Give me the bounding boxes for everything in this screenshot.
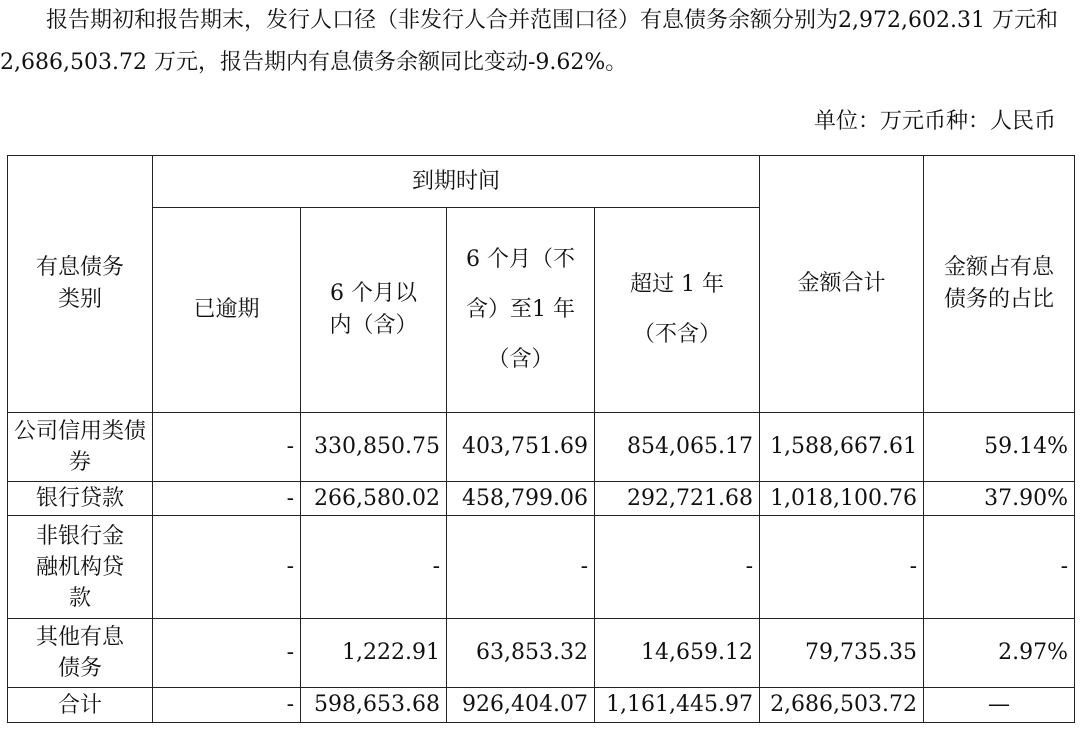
interest-bearing-debt-table [7, 155, 1075, 723]
cell-share: — [924, 688, 1075, 723]
header-total: 金额合计 [760, 156, 924, 413]
row-category: 银行贷款 [8, 482, 153, 516]
cell-total: 2,686,503.72 [760, 688, 924, 723]
table-row [8, 413, 1075, 482]
header-overdue: 已逾期 [153, 208, 301, 413]
cell-6m-to-1y: 926,404.07 [447, 688, 595, 723]
unit-currency-note: 单位：万元币种：人民币 [813, 109, 1056, 134]
cell-over-1y: 1,161,445.97 [595, 688, 760, 723]
header-maturity-group: 到期时间 [153, 156, 760, 208]
header-within-6m: 6 个月以内（含） [301, 208, 447, 413]
cell-over-1y: 292,721.68 [595, 482, 760, 516]
cell-over-1y: 854,065.17 [595, 413, 760, 482]
row-category: 公司信用类债券 [8, 413, 153, 482]
cell-6m-to-1y: 63,853.32 [447, 619, 595, 688]
cell-share: 59.14% [924, 413, 1075, 482]
cell-within-6m: 266,580.02 [301, 482, 447, 516]
cell-overdue: - [153, 413, 301, 482]
cell-total: 1,018,100.76 [760, 482, 924, 516]
row-category: 其他有息债务 [8, 619, 153, 688]
table-row [8, 482, 1075, 516]
header-over-1y: 超过 1 年（不含） [595, 208, 760, 413]
cell-6m-to-1y: - [447, 516, 595, 619]
cell-overdue: - [153, 482, 301, 516]
cell-6m-to-1y: 403,751.69 [447, 413, 595, 482]
cell-total: - [760, 516, 924, 619]
cell-total: 1,588,667.61 [760, 413, 924, 482]
cell-overdue: - [153, 516, 301, 619]
header-category: 有息债务类别 [8, 156, 153, 413]
cell-6m-to-1y: 458,799.06 [447, 482, 595, 516]
cell-within-6m: - [301, 516, 447, 619]
cell-total: 79,735.35 [760, 619, 924, 688]
cell-share: - [924, 516, 1075, 619]
cell-share: 2.97% [924, 619, 1075, 688]
row-category: 非银行金融机构贷款 [8, 516, 153, 619]
row-category: 合计 [8, 688, 153, 723]
cell-share: 37.90% [924, 482, 1075, 516]
cell-overdue: - [153, 619, 301, 688]
header-share: 金额占有息债务的占比 [924, 156, 1075, 413]
header-6m-to-1y: 6 个月（不含）至1 年（含） [447, 208, 595, 413]
cell-within-6m: 598,653.68 [301, 688, 447, 723]
table-row [8, 688, 1075, 723]
intro-paragraph: 报告期初和报告期末，发行人口径（非发行人合并范围口径）有息债务余额分别为2,972,602.31 万元和 2,686,503.72 万元，报告期内有息债务余额同比变动-9.62%。 [0, 8, 1058, 75]
cell-over-1y: 14,659.12 [595, 619, 760, 688]
table-row [8, 516, 1075, 619]
cell-within-6m: 1,222.91 [301, 619, 447, 688]
cell-overdue: - [153, 688, 301, 723]
table-row [8, 619, 1075, 688]
cell-within-6m: 330,850.75 [301, 413, 447, 482]
cell-over-1y: - [595, 516, 760, 619]
